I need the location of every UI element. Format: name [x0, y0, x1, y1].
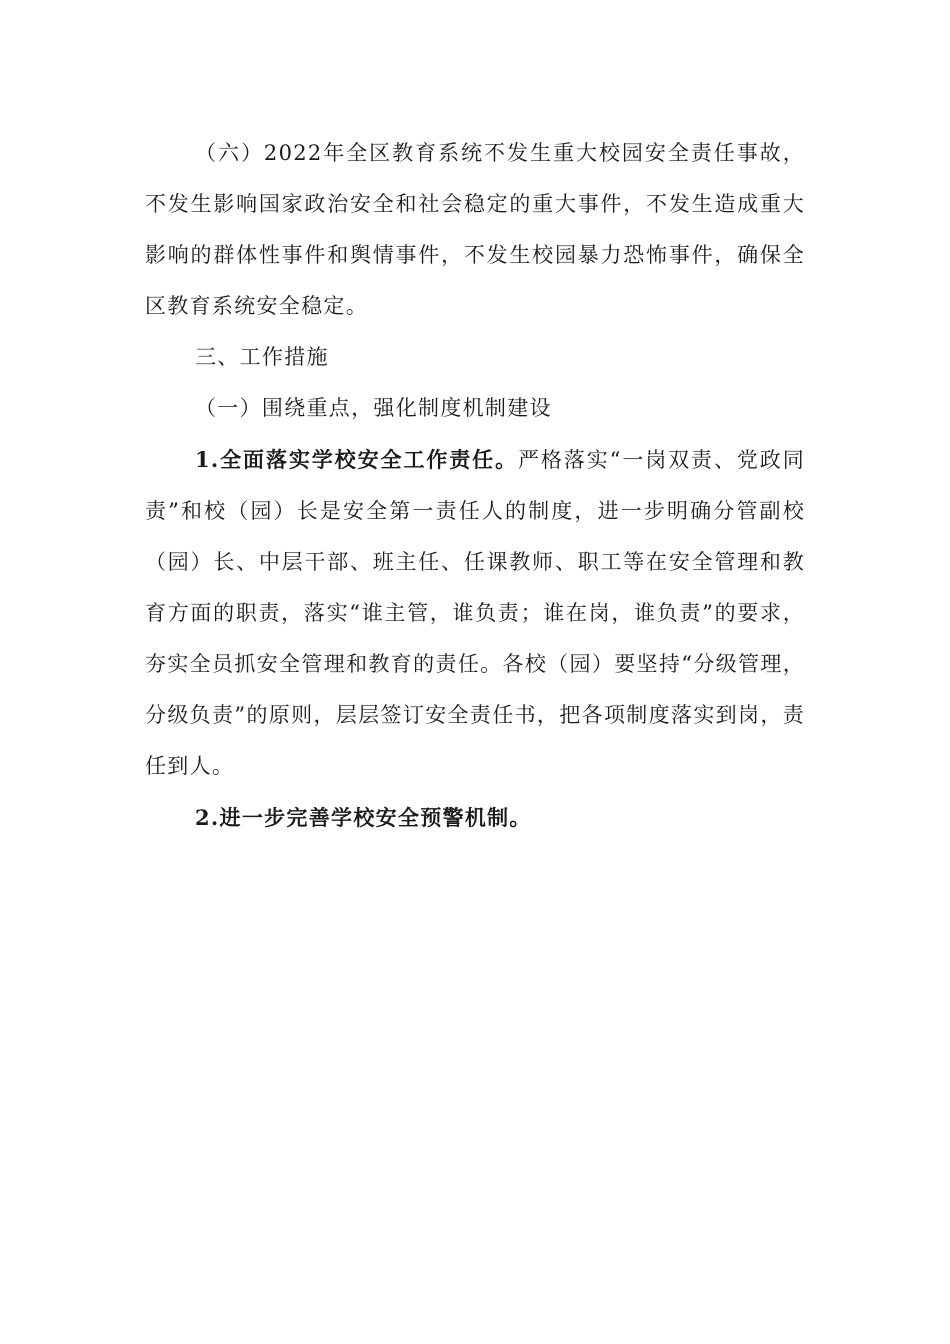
item-one-title: 1.全面落实学校安全工作责任。	[195, 447, 519, 472]
item-two-title: 2.进一步完善学校安全预警机制。	[195, 805, 532, 830]
paragraph-six: （六）2022年全区教育系统不发生重大校园安全责任事故，不发生影响国家政治安全和社会稳定的重大事件，不发生造成重大影响的群体性事件和舆情事件，不发生校园暴力恐怖事件，确保全区教育系统安全稳定。	[145, 141, 805, 318]
item-one-body: 严格落实“一岗双责、党政同责”和校（园）长是安全第一责任人的制度，进一步明确分管副校（园）长、中层干部、班主任、任课教师、职工等在安全管理和教育方面的职责，落实“谁主管，谁负责；谁在岗，谁负责”的要求，夯实全员抓安全管理和教育的责任。各校（园）要坚持“分级管理，分级负责”的原则，层层签订安全责任书，把各项制度落实到岗，责任到人。	[145, 448, 806, 778]
subsection-one-heading: （一）围绕重点，强化制度机制建设	[195, 396, 552, 420]
item-one-paragraph	[145, 434, 805, 792]
section-three-heading: 三、工作措施	[195, 345, 329, 369]
document-body	[145, 128, 805, 843]
